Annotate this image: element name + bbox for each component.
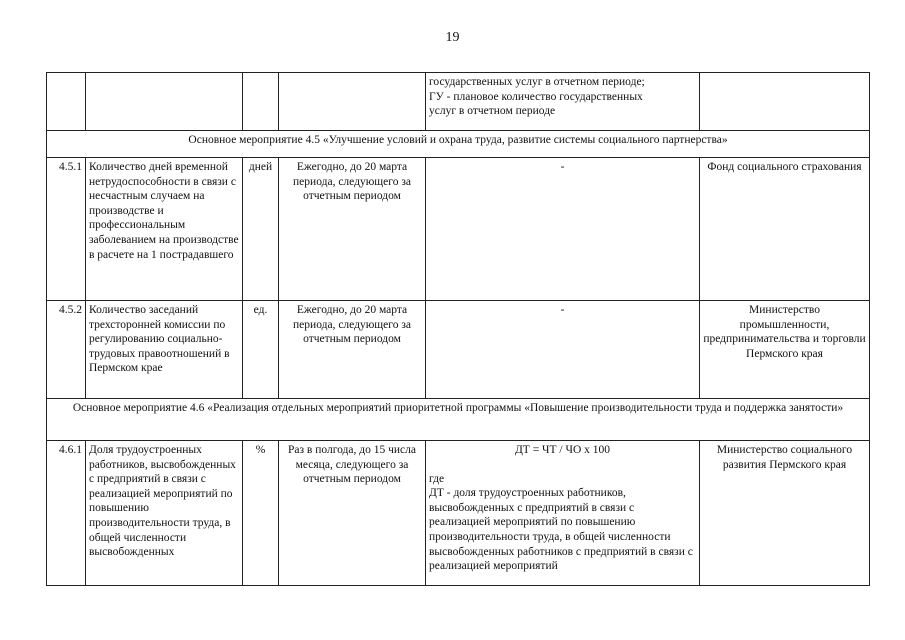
formula-line: услуг в отчетном периоде [429, 105, 556, 118]
indicator-unit: % [243, 441, 279, 586]
indicator-number: 4.6.1 [47, 441, 86, 586]
section-row-4-6 [47, 399, 870, 441]
formula-expression: ДТ = ЧТ / ЧО х 100 [514, 444, 611, 456]
indicator-name: Доля трудоустроенных работников, высвобожденных с предприятий в связи с реализацией мероприятий по повышению производительности труда, в общей численности высвобожденных [86, 441, 243, 586]
indicator-term: Раз в полгода, до 15 числа месяца, следующего за отчетным периодом [279, 441, 426, 586]
indicator-formula [426, 301, 700, 399]
cell-term-empty [279, 73, 426, 131]
formula-dash: - [560, 161, 565, 173]
section-title-4-6: Основное мероприятие 4.6 «Реализация отдельных мероприятий приоритетной программы «Повышение производительности труда и поддержка занятости» [47, 399, 870, 441]
table-row-continuation [47, 73, 870, 131]
formula-dash: - [560, 304, 565, 316]
section-row-4-5 [47, 131, 870, 158]
cell-name-empty [86, 73, 243, 131]
table-row-4-5-2 [47, 301, 870, 399]
cell-unit-empty [243, 73, 279, 131]
cell-num-empty [47, 73, 86, 131]
indicator-name: Количество дней временной нетрудоспособности в связи с несчастным случаем на производстве и профессиональным заболеванием на производстве в расчете на 1 пострадавшего [86, 158, 243, 301]
cell-resp-empty [700, 73, 870, 131]
section-title-4-5: Основное мероприятие 4.5 «Улучшение условий и охрана труда, развитие системы социального партнерства» [47, 131, 870, 158]
indicator-unit: ед. [243, 301, 279, 399]
indicator-term: Ежегодно, до 20 марта периода, следующего за отчетным периодом [279, 158, 426, 301]
indicator-formula [426, 441, 700, 586]
indicator-responsible: Министерство промышленности, предпринимательства и торговли Пермского края [700, 301, 870, 399]
table-row-4-5-1 [47, 158, 870, 301]
indicator-name: Количество заседаний трехсторонней комиссии по регулированию социально-трудовых правоотношений в Пермском крае [86, 301, 243, 399]
formula-where: где [429, 472, 445, 485]
formula-line: государственных услуг в отчетном периоде; [429, 76, 645, 88]
page-number: 19 [445, 30, 460, 45]
indicator-number: 4.5.2 [47, 301, 86, 399]
indicator-responsible: Фонд социального страхования [700, 158, 870, 301]
indicator-formula [426, 158, 700, 301]
formula-line: ГУ - плановое количество государственных [429, 90, 643, 103]
indicators-table [46, 72, 870, 586]
table-row-4-6-1 [47, 441, 870, 586]
indicator-responsible: Министерство социального развития Пермского края [700, 441, 870, 586]
formula-description: ДТ - доля трудоустроенных работников, высвобожденных с предприятий в связи с реализацией мероприятий по повышению производительности труда, в общей численности высвобожденных работников с предприятий в связи с реализацией мероприятий [429, 487, 693, 573]
indicator-number: 4.5.1 [47, 158, 86, 301]
indicator-unit: дней [243, 158, 279, 301]
indicator-term: Ежегодно, до 20 марта периода, следующего за отчетным периодом [279, 301, 426, 399]
cell-formula-continuation [426, 73, 700, 131]
